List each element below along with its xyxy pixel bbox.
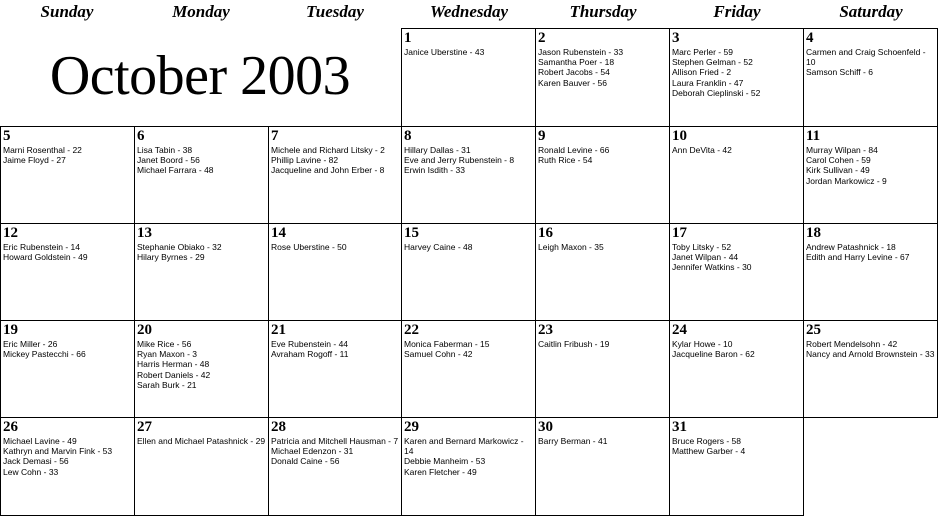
day-cell <box>134 223 269 321</box>
birthday-list <box>804 46 937 78</box>
birthday-entry: Harvey Caine - 48 <box>404 242 473 252</box>
birthday-entry: Deborah Cieplinski - 52 <box>672 87 761 98</box>
weekday-saturday: Saturday <box>839 2 903 21</box>
day-number: 7 <box>271 128 279 144</box>
day-cell <box>268 223 402 321</box>
day-cell <box>535 28 670 127</box>
day-cell <box>401 320 536 418</box>
weekday-monday: Monday <box>172 2 230 21</box>
birthday-list <box>402 241 535 252</box>
day-number: 22 <box>404 322 419 338</box>
birthday-entry: Ruth Rice - 54 <box>538 155 593 166</box>
birthday-entry: Rose Uberstine - 50 <box>271 242 347 252</box>
birthday-entry: Mickey Pastecchi - 66 <box>3 349 86 360</box>
day-cell <box>535 320 670 418</box>
day-cell <box>401 417 536 516</box>
birthday-entry: Edith and Harry Levine - 67 <box>806 252 910 263</box>
birthday-entry: Jordan Markowicz - 9 <box>806 175 887 186</box>
birthday-entry: Carmen and Craig Schoenfeld - 10 <box>806 47 926 68</box>
day-number: 28 <box>271 419 286 435</box>
birthday-entry: Ronald Levine - 66 <box>538 145 610 155</box>
birthday-entry: Lew Cohn - 33 <box>3 466 59 477</box>
birthday-entry: Phillip Lavine - 82 <box>271 155 339 166</box>
day-cell <box>669 126 804 224</box>
birthday-list <box>670 241 803 273</box>
day-cell <box>0 320 135 418</box>
birthday-list <box>804 144 937 186</box>
birthday-entry: Michael Farrara - 48 <box>137 165 214 176</box>
birthday-list <box>269 241 401 252</box>
birthday-entry: Karen and Bernard Markowicz - 14 <box>404 436 524 457</box>
birthday-entry: Marc Perler - 59 <box>672 47 733 57</box>
birthday-entry: Erwin Isdith - 33 <box>404 165 465 176</box>
day-cell <box>803 223 938 321</box>
birthday-entry: Ryan Maxon - 3 <box>137 349 197 360</box>
birthday-entry: Karen Bauver - 56 <box>538 77 607 88</box>
day-cell <box>268 126 402 224</box>
birthday-entry: Eric Miller - 26 <box>3 339 58 349</box>
birthday-list <box>1 241 134 262</box>
day-number: 27 <box>137 419 152 435</box>
birthday-entry: Mike Rice - 56 <box>137 339 192 349</box>
birthday-list <box>1 338 134 359</box>
birthday-list <box>536 46 669 88</box>
day-number: 18 <box>806 225 821 241</box>
birthday-entry: Howard Goldstein - 49 <box>3 252 88 263</box>
day-cell <box>134 417 269 516</box>
day-number: 2 <box>538 30 546 46</box>
weekday-tuesday: Tuesday <box>306 2 364 21</box>
day-number: 26 <box>3 419 18 435</box>
day-number: 4 <box>806 30 814 46</box>
day-cell <box>669 417 804 516</box>
birthday-list <box>269 144 401 176</box>
birthday-entry: Ellen and Michael Patashnick - 29 <box>137 436 266 446</box>
day-cell <box>401 223 536 321</box>
birthday-list <box>269 338 401 359</box>
birthday-entry: Robert Daniels - 42 <box>137 369 211 380</box>
birthday-entry: Samuel Cohn - 42 <box>404 349 473 360</box>
birthday-list <box>536 435 669 446</box>
day-number: 31 <box>672 419 687 435</box>
weekday-wednesday: Wednesday <box>429 2 509 21</box>
birthday-list <box>536 144 669 165</box>
day-cell <box>803 28 938 127</box>
day-cell <box>268 417 402 516</box>
birthday-entry: Jason Rubenstein - 33 <box>538 47 624 57</box>
birthday-entry: Carol Cohen - 59 <box>806 155 871 166</box>
day-cell <box>535 417 670 516</box>
birthday-entry: Kirk Sullivan - 49 <box>806 165 870 176</box>
birthday-list <box>1 144 134 165</box>
birthday-entry: Patricia and Mitchell Hausman - 7 <box>271 436 399 446</box>
day-number: 15 <box>404 225 419 241</box>
birthday-entry: Laura Franklin - 47 <box>672 77 744 88</box>
birthday-entry: Avraham Rogoff - 11 <box>271 349 349 360</box>
day-cell <box>803 320 938 418</box>
birthday-entry: Debbie Manheim - 53 <box>404 456 486 467</box>
birthday-list <box>135 241 268 262</box>
day-number: 10 <box>672 128 687 144</box>
birthday-entry: Murray Wilpan - 84 <box>806 145 878 155</box>
birthday-entry: Nancy and Arnold Brownstein - 33 <box>806 349 935 360</box>
birthday-entry: Samson Schiff - 6 <box>806 67 873 78</box>
birthday-entry: Jaime Floyd - 27 <box>3 155 66 166</box>
birthday-list <box>536 241 669 252</box>
birthday-entry: Harris Herman - 48 <box>137 359 210 370</box>
day-cell <box>0 223 135 321</box>
day-cell <box>401 126 536 224</box>
birthday-entry: Kathryn and Marvin Fink - 53 <box>3 446 113 457</box>
birthday-list <box>135 144 268 176</box>
day-number: 20 <box>137 322 152 338</box>
birthday-entry: Caitlin Fribush - 19 <box>538 339 610 349</box>
birthday-entry: Samantha Poer - 18 <box>538 57 615 68</box>
birthday-list <box>402 435 535 477</box>
birthday-entry: Lisa Tabin - 38 <box>137 145 193 155</box>
day-cell <box>535 223 670 321</box>
birthday-list <box>670 46 803 98</box>
birthday-list <box>804 241 937 262</box>
birthday-entry: Leigh Maxon - 35 <box>538 242 604 252</box>
day-cell <box>0 417 135 516</box>
day-number: 21 <box>271 322 286 338</box>
birthday-entry: Donald Caine - 56 <box>271 456 340 467</box>
day-number: 6 <box>137 128 145 144</box>
birthday-entry: Allison Fried - 2 <box>672 67 732 78</box>
day-number: 12 <box>3 225 18 241</box>
birthday-list <box>804 338 937 359</box>
day-cell <box>134 126 269 224</box>
birthday-list <box>135 435 268 446</box>
birthday-entry: Janet Boord - 56 <box>137 155 200 166</box>
day-number: 3 <box>672 30 680 46</box>
weekday-header-row <box>0 0 939 27</box>
day-number: 25 <box>806 322 821 338</box>
day-number: 11 <box>806 128 821 144</box>
birthday-entry: Stephanie Obiako - 32 <box>137 242 222 252</box>
birthday-entry: Michael Lavine - 49 <box>3 436 77 446</box>
day-cell <box>134 320 269 418</box>
birthday-entry: Eric Rubenstein - 14 <box>3 242 81 252</box>
day-number: 13 <box>137 225 152 241</box>
birthday-entry: Robert Jacobs - 54 <box>538 67 610 78</box>
birthday-entry: Ann DeVita - 42 <box>672 145 732 155</box>
birthday-entry: Jack Demasi - 56 <box>3 456 69 467</box>
day-number: 8 <box>404 128 412 144</box>
weekday-thursday: Thursday <box>569 2 637 21</box>
birthday-entry: Michael Edenzon - 31 <box>271 446 354 457</box>
birthday-entry: Michele and Richard Litsky - 2 <box>271 145 385 155</box>
birthday-entry: Marni Rosenthal - 22 <box>3 145 82 155</box>
birthday-entry: Barry Berman - 41 <box>538 436 608 446</box>
day-number: 5 <box>3 128 11 144</box>
birthday-list <box>670 338 803 359</box>
birthday-list <box>402 144 535 176</box>
day-cell <box>401 28 536 127</box>
day-number: 30 <box>538 419 553 435</box>
birthday-entry: Sarah Burk - 21 <box>137 379 197 390</box>
day-number: 19 <box>3 322 18 338</box>
day-number: 16 <box>538 225 553 241</box>
birthday-entry: Janice Uberstine - 43 <box>404 47 485 57</box>
birthday-entry: Jacqueline and John Erber - 8 <box>271 165 385 176</box>
birthday-entry: Jennifer Watkins - 30 <box>672 262 752 273</box>
birthday-list <box>670 144 803 155</box>
weekday-sunday: Sunday <box>40 2 94 21</box>
day-cell <box>268 320 402 418</box>
birthday-entry: Matthew Garber - 4 <box>672 446 746 457</box>
birthday-entry: Bruce Rogers - 58 <box>672 436 741 446</box>
birthday-entry: Robert Mendelsohn - 42 <box>806 339 898 349</box>
birthday-list <box>269 435 401 467</box>
birthday-entry: Hillary Dallas - 31 <box>404 145 471 155</box>
birthday-entry: Toby Litsky - 52 <box>672 242 732 252</box>
birthday-list <box>135 338 268 390</box>
birthday-entry: Kylar Howe - 10 <box>672 339 733 349</box>
birthday-entry: Eve Rubenstein - 44 <box>271 339 349 349</box>
day-number: 14 <box>271 225 286 241</box>
birthday-entry: Hilary Byrnes - 29 <box>137 252 205 263</box>
birthday-entry: Karen Fletcher - 49 <box>404 466 477 477</box>
day-cell <box>669 320 804 418</box>
birthday-entry: Jacqueline Baron - 62 <box>672 349 755 360</box>
day-cell <box>535 126 670 224</box>
birthday-entry: Stephen Gelman - 52 <box>672 57 753 68</box>
birthday-entry: Monica Faberman - 15 <box>404 339 490 349</box>
day-cell <box>669 28 804 127</box>
day-cell <box>669 223 804 321</box>
birthday-list <box>670 435 803 456</box>
day-number: 1 <box>404 30 412 46</box>
day-number: 29 <box>404 419 419 435</box>
day-cell <box>0 126 135 224</box>
birthday-entry: Andrew Patashnick - 18 <box>806 242 896 252</box>
birthday-entry: Eve and Jerry Rubenstein - 8 <box>404 155 515 166</box>
day-cell <box>803 126 938 224</box>
day-number: 24 <box>672 322 687 338</box>
birthday-list <box>402 46 535 57</box>
birthday-list <box>1 435 134 477</box>
birthday-list <box>402 338 535 359</box>
day-number: 23 <box>538 322 553 338</box>
birthday-entry: Janet Wilpan - 44 <box>672 252 739 263</box>
weekday-friday: Friday <box>713 2 761 21</box>
day-number: 9 <box>538 128 546 144</box>
month-title: October 2003 <box>49 45 351 107</box>
birthday-list <box>536 338 669 349</box>
day-number: 17 <box>672 225 687 241</box>
